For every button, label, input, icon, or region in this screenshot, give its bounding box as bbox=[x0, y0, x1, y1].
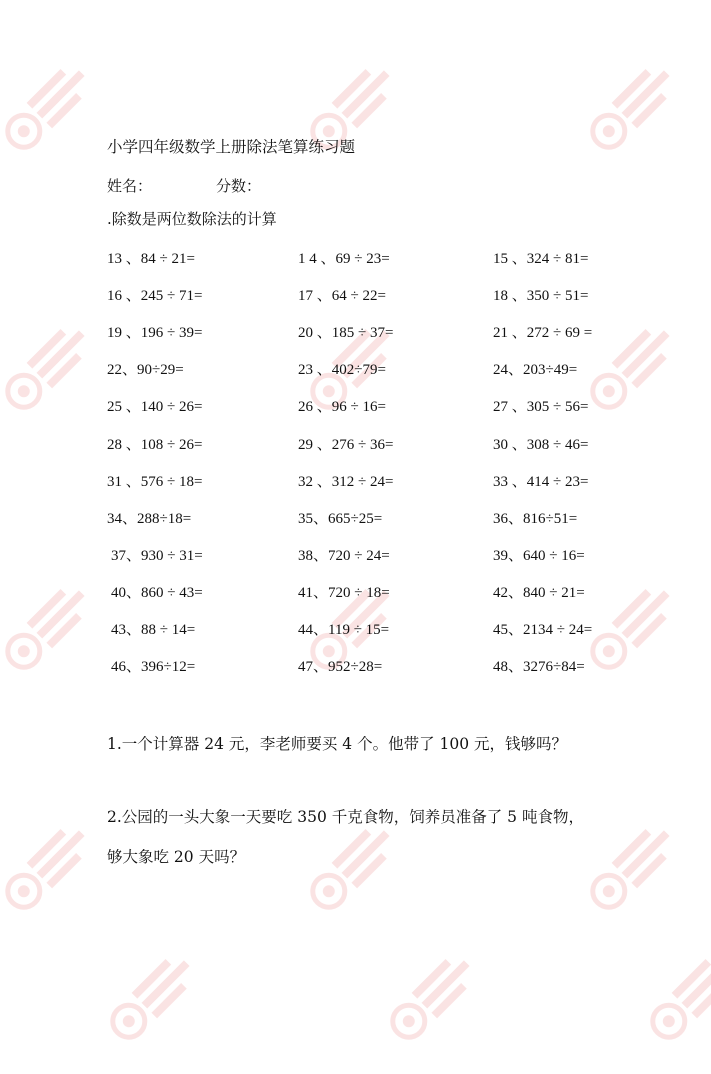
word-problem-2-continued: 够大象吃 20 天吗？ bbox=[107, 848, 246, 866]
word-problem-2: 2.公园的一头大象一天要吃 350 千克食物，饲养员准备了 5 吨食物， bbox=[107, 808, 584, 826]
problem-cell: 32 、312 ÷ 24= bbox=[298, 474, 394, 490]
word-problem-1: 1.一个计算器 24 元，李老师要买 4 个。他带了 100 元，钱够吗？ bbox=[107, 735, 568, 753]
problem-cell: 48、3276÷84= bbox=[493, 659, 585, 675]
name-label: 姓名： bbox=[107, 177, 153, 195]
problem-cell: 18 、350 ÷ 51= bbox=[493, 288, 589, 304]
problem-cell: 20 、185 ÷ 37= bbox=[298, 325, 394, 341]
problem-cell: 15 、324 ÷ 81= bbox=[493, 251, 589, 267]
problem-cell: 16 、245 ÷ 71= bbox=[107, 288, 203, 304]
problem-cell: 37、930 ÷ 31= bbox=[111, 548, 203, 564]
problem-cell: 43、88 ÷ 14= bbox=[111, 622, 196, 638]
problem-cell: 30 、308 ÷ 46= bbox=[493, 437, 589, 453]
problem-cell: 29 、276 ÷ 36= bbox=[298, 437, 394, 453]
problem-cell: 23 、402÷79= bbox=[298, 362, 386, 378]
problem-cell: 42、840 ÷ 21= bbox=[493, 585, 585, 601]
problem-cell: 38、720 ÷ 24= bbox=[298, 548, 390, 564]
problem-cell: 27 、305 ÷ 56= bbox=[493, 399, 589, 415]
problem-cell: 17 、64 ÷ 22= bbox=[298, 288, 386, 304]
problem-cell: 33 、414 ÷ 23= bbox=[493, 474, 589, 490]
problem-cell: 41、720 ÷ 18= bbox=[298, 585, 390, 601]
section-title: .除数是两位数除法的计算 bbox=[107, 210, 277, 228]
problem-cell: 31 、576 ÷ 18= bbox=[107, 474, 203, 490]
problem-cell: 44、119 ÷ 15= bbox=[298, 622, 390, 638]
problem-cell: 21 、272 ÷ 69 = bbox=[493, 325, 593, 341]
problem-cell: 45、2134 ÷ 24= bbox=[493, 622, 593, 638]
problem-cell: 19 、196 ÷ 39= bbox=[107, 325, 203, 341]
problem-cell: 1 4 、69 ÷ 23= bbox=[298, 251, 390, 267]
score-label: 分数： bbox=[216, 177, 262, 195]
problem-cell: 36、816÷51= bbox=[493, 511, 578, 527]
worksheet-title: 小学四年级数学上册除法笔算练习题 bbox=[107, 138, 356, 156]
problem-cell: 22、90÷29= bbox=[107, 362, 184, 378]
problem-cell: 39、640 ÷ 16= bbox=[493, 548, 585, 564]
problem-cell: 26 、96 ÷ 16= bbox=[298, 399, 386, 415]
problem-cell: 35、665÷25= bbox=[298, 511, 383, 527]
problem-cell: 24、203÷49= bbox=[493, 362, 578, 378]
problem-cell: 34、288÷18= bbox=[107, 511, 192, 527]
problem-cell: 28 、108 ÷ 26= bbox=[107, 437, 203, 453]
problem-cell: 46、396÷12= bbox=[111, 659, 196, 675]
problem-cell: 47、952÷28= bbox=[298, 659, 383, 675]
problem-cell: 25 、140 ÷ 26= bbox=[107, 399, 203, 415]
problem-cell: 40、860 ÷ 43= bbox=[111, 585, 203, 601]
problem-cell: 13 、84 ÷ 21= bbox=[107, 251, 195, 267]
